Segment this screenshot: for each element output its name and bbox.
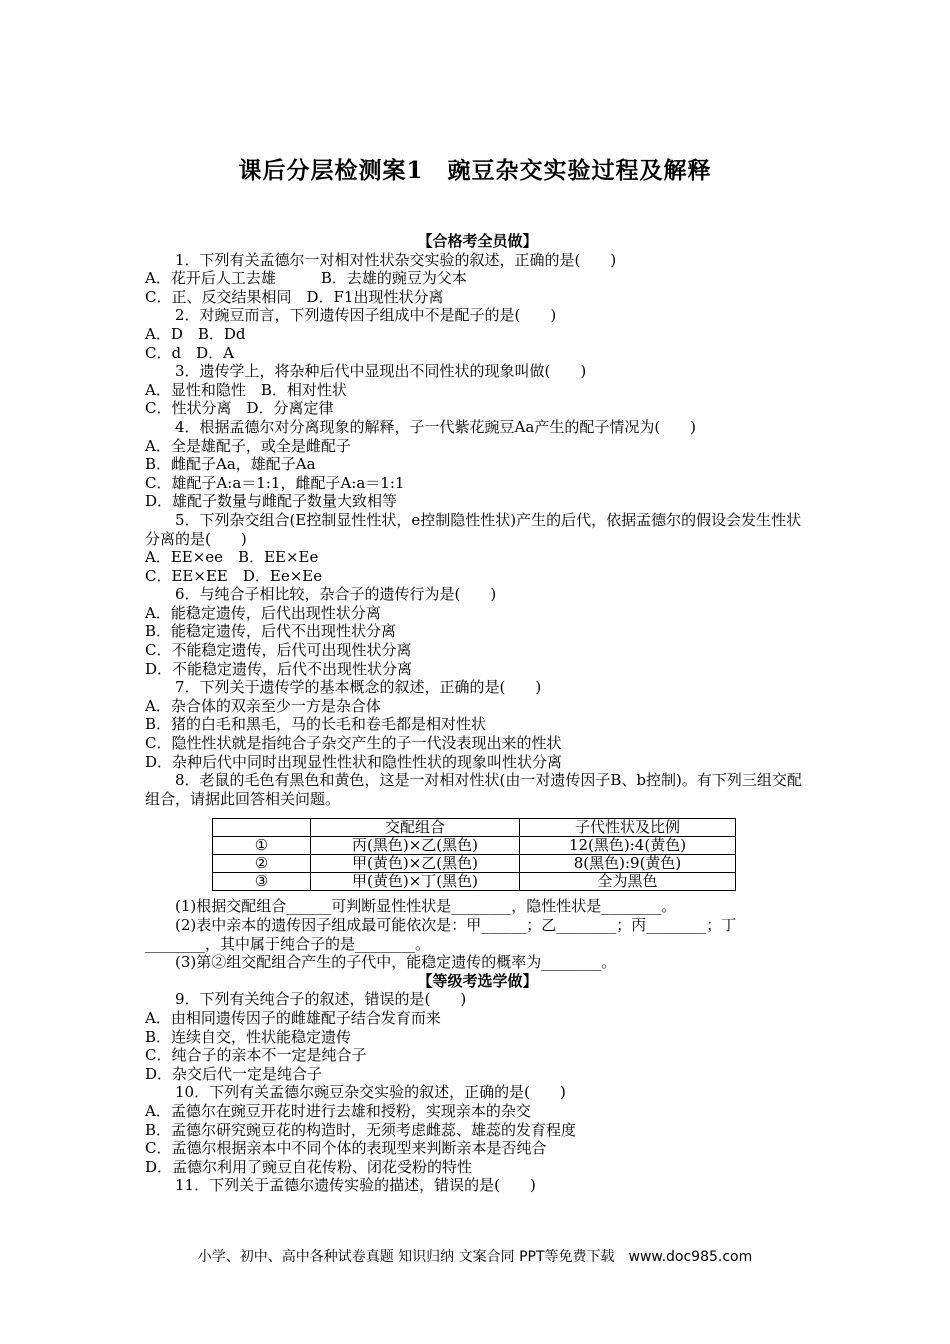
page-footer: 小学、初中、高中各种试卷真题 知识归纳 文案合同 PPT等免费下载 www.doc985.com xyxy=(197,1249,753,1265)
question-option: D．杂种后代中同时出现显性性状和隐性性状的现象叫性状分离 xyxy=(145,752,563,771)
question-option: C．隐性性状就是指纯合子杂交产生的子一代没表现出来的性状 xyxy=(145,734,562,753)
sub-question: (2)表中亲本的遗传因子组成最可能依次是：甲______；乙________；丙________；丁________，其中属于纯合子的是________。 xyxy=(145,916,737,953)
cross-results-table xyxy=(212,818,736,891)
question-option: A．显性和隐性 B．相对性状 xyxy=(145,380,347,399)
table-cell-no: ① xyxy=(213,837,311,855)
question-stem: 1．下列有关孟德尔一对相对性状杂交实验的叙述，正确的是( ) xyxy=(175,250,617,269)
table-cell-result: 全为黑色 xyxy=(520,873,736,891)
question-option: D．杂交后代一定是纯合子 xyxy=(145,1064,323,1083)
question-option: A．EE×ee B．EE×Ee xyxy=(145,548,319,567)
table-cell-cross: 甲(黄色)×乙(黑色) xyxy=(311,855,520,873)
page-title: 课后分层检测案1 豌豆杂交实验过程及解释 xyxy=(238,157,712,184)
section-heading: 【合格考全员做】 xyxy=(417,232,538,250)
question-option: C．雄配子A:a＝1:1，雌配子A:a＝1:1 xyxy=(145,473,405,492)
question-option: D．雄配子数量与雌配子数量大致相等 xyxy=(145,492,398,511)
table-header-cell: 交配组合 xyxy=(311,819,520,837)
question-stem: 3．遗传学上，将杂种后代中显现出不同性状的现象叫做( ) xyxy=(175,362,587,381)
question-stem: 10．下列有关孟德尔豌豆杂交实验的叙述，正确的是( ) xyxy=(175,1083,566,1102)
section-heading: 【等级考选学做】 xyxy=(417,971,538,990)
question-option: C．d D．A xyxy=(145,343,234,362)
question-option: C．正、反交结果相同 D．F1出现性状分离 xyxy=(145,287,444,306)
question-option: A．全是雄配子，或全是雌配子 xyxy=(145,436,351,455)
question-option: B．能稳定遗传，后代不出现性状分离 xyxy=(145,622,397,641)
table-cell-cross: 甲(黄色)×丁(黑色) xyxy=(311,873,520,891)
question-option: A．杂合体的双亲至少一方是杂合体 xyxy=(145,696,381,715)
question-option: B．猪的白毛和黑毛，马的长毛和卷毛都是相对性状 xyxy=(145,715,487,734)
question-option: C．孟德尔根据亲本中不同个体的表现型来判断亲本是否纯合 xyxy=(145,1139,547,1158)
question-option: B．孟德尔研究豌豆花的构造时，无须考虑雌蕊、雄蕊的发育程度 xyxy=(145,1120,577,1139)
question-option: B．雌配子Aa，雄配子Aa xyxy=(145,455,316,474)
question-option: D．孟德尔利用了豌豆自花传粉、闭花受粉的特性 xyxy=(145,1157,473,1176)
question-stem: 6．与纯合子相比较，杂合子的遗传行为是( ) xyxy=(175,585,497,604)
question-option: C．纯合子的亲本不一定是纯合子 xyxy=(145,1046,367,1065)
question-option: C．EE×EE D．Ee×Ee xyxy=(145,566,323,585)
question-option: D．不能稳定遗传，后代不出现性状分离 xyxy=(145,659,413,678)
table-row xyxy=(213,855,736,873)
question-stem: 9．下列有关纯合子的叙述，错误的是( ) xyxy=(175,990,467,1009)
question-stem: 11．下列关于孟德尔遗传实验的描述，错误的是( ) xyxy=(175,1176,536,1195)
table-cell-no: ② xyxy=(213,855,311,873)
question-stem: 2．对豌豆而言，下列遗传因子组成中不是配子的是( ) xyxy=(175,306,557,325)
table-cell-cross: 丙(黑色)×乙(黑色) xyxy=(311,837,520,855)
table-cell-result: 12(黑色):4(黄色) xyxy=(520,837,736,855)
table-cell-no: ③ xyxy=(213,873,311,891)
table-header-row xyxy=(213,819,736,837)
table-row xyxy=(213,837,736,855)
question-option: C．不能稳定遗传，后代可出现性状分离 xyxy=(145,641,412,660)
question-stem: 5．下列杂交组合(E控制显性性状，e控制隐性性状)产生的后代，依据孟德尔的假设会发生性状分离的是( ) xyxy=(145,510,802,548)
question-option: A．能稳定遗传，后代出现性状分离 xyxy=(145,603,381,622)
table-header-cell: 子代性状及比例 xyxy=(520,819,736,837)
question-option: C．性状分离 D．分离定律 xyxy=(145,399,334,418)
question-stem: 4．根据孟德尔对分离现象的解释，子一代紫花豌豆Aa产生的配子情况为( ) xyxy=(175,417,697,436)
question-option: A．D B．Dd xyxy=(145,324,246,343)
question-option: B．连续自交，性状能稳定遗传 xyxy=(145,1027,352,1046)
question-stem: 8．老鼠的毛色有黑色和黄色，这是一对相对性状(由一对遗传因子B、b控制)。有下列三组交配组合，请据此回答相关问题。 xyxy=(145,771,802,808)
table-header-cell xyxy=(213,819,311,837)
question-stem: 7．下列关于遗传学的基本概念的叙述，正确的是( ) xyxy=(175,678,542,697)
document-body xyxy=(145,232,810,1195)
question-option: A．由相同遗传因子的雌雄配子结合发育而来 xyxy=(145,1008,441,1027)
table-cell-result: 8(黑色):9(黄色) xyxy=(520,855,736,873)
question-option: A．花开后人工去雄 B．去雄的豌豆为父本 xyxy=(145,269,467,288)
sub-question: (1)根据交配组合______可判断显性性状是________，隐性性状是________。 xyxy=(175,897,677,916)
question-option: A．孟德尔在豌豆开花时进行去雄和授粉，实现亲本的杂交 xyxy=(145,1101,531,1120)
table-row xyxy=(213,873,736,891)
sub-question: (3)第②组交配组合产生的子代中，能稳定遗传的概率为________。 xyxy=(175,953,617,972)
